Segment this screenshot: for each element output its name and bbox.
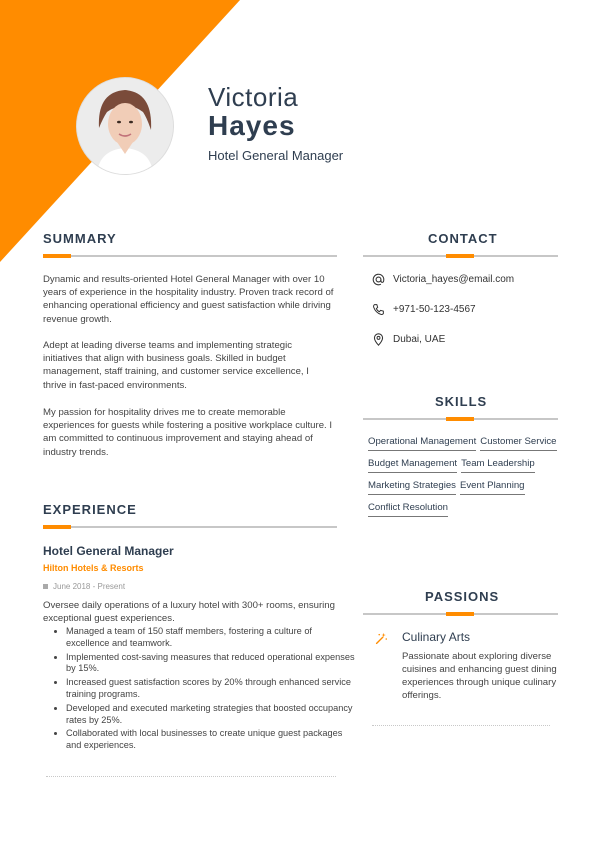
summary-paragraph-3: My passion for hospitality drives me to create memorable experiences for guests while fostering a positive workplace culture. I am committed to continuous improvement and staying ahead of industry trends. — [43, 407, 333, 458]
skill-tag: Conflict Resolution — [368, 502, 448, 517]
first-name: Victoria — [208, 82, 299, 112]
last-name: Hayes — [208, 110, 296, 141]
skill-tag: Customer Service — [480, 436, 556, 451]
contact-accent-bar — [446, 254, 474, 258]
phone-icon — [372, 303, 385, 316]
contact-phone-text: +971-50-123-4567 — [393, 304, 476, 315]
experience-company: Hilton Hotels & Resorts — [43, 563, 144, 573]
contact-location — [372, 333, 445, 346]
summary-heading: SUMMARY — [43, 231, 117, 246]
list-item: • Increased guest satisfaction scores by 20% through enhanced service training programs. — [66, 677, 356, 701]
summary-paragraph-2: Adept at leading diverse teams and implementing strategic initiatives that align with business goals. Skilled in budget management, staff training, and customer service excellence, I thrive in fast-paced environments. — [43, 340, 309, 391]
passions-accent-bar — [446, 612, 474, 616]
experience-end-divider — [46, 776, 336, 777]
contact-heading: CONTACT — [428, 231, 498, 246]
avatar — [77, 78, 173, 174]
magic-wand-icon — [374, 632, 388, 646]
summary-paragraph-1: Dynamic and results-oriented Hotel General Manager with over 10 years of experience in the hospitality industry. Proven track record of enhancing operational efficiency and guest satisfaction while driving revenue growth. — [43, 274, 334, 325]
passions-heading: PASSIONS — [425, 589, 500, 604]
skill-tag: Event Planning — [460, 480, 525, 495]
experience-dates — [43, 582, 125, 591]
list-item: • Managed a team of 150 staff members, fostering a culture of excellence and teamwork. — [66, 626, 356, 650]
experience-job-title: Hotel General Manager — [43, 544, 174, 558]
passion-description: Passionate about exploring diverse cuisines and enhancing guest dining experiences through unique culinary offerings. — [402, 651, 557, 701]
passions-end-divider — [372, 725, 550, 726]
experience-bullet-list — [52, 626, 356, 754]
at-icon — [372, 273, 385, 286]
skill-tag: Operational Management — [368, 436, 476, 451]
skills-heading: SKILLS — [435, 394, 488, 409]
contact-phone[interactable] — [372, 303, 476, 316]
job-title: Hotel General Manager — [208, 148, 344, 163]
contact-email[interactable] — [372, 273, 514, 286]
contact-email-text: Victoria_hayes@email.com — [393, 274, 515, 285]
experience-divider — [43, 526, 337, 528]
date-marker — [43, 584, 48, 589]
location-pin-icon — [372, 333, 385, 346]
summary-accent-bar — [43, 254, 71, 258]
skill-tag: Marketing Strategies — [368, 480, 456, 495]
experience-dates-text: June 2018 - Present — [53, 582, 126, 591]
skill-tag: Team Leadership — [461, 458, 535, 473]
experience-accent-bar — [43, 525, 71, 529]
list-item: • Developed and executed marketing strategies that boosted occupancy rates by 25%. — [66, 703, 356, 727]
contact-location-text: Dubai, UAE — [393, 334, 446, 345]
list-item: • Implemented cost-saving measures that reduced operational expenses by 15%. — [66, 652, 356, 676]
skills-list — [368, 436, 558, 517]
list-item: • Collaborated with local businesses to create unique guest packages and experiences. — [66, 728, 356, 752]
skills-accent-bar — [446, 417, 474, 421]
summary-divider — [43, 255, 337, 257]
experience-heading: EXPERIENCE — [43, 502, 137, 517]
experience-description: Oversee daily operations of a luxury hotel with 300+ rooms, ensuring exceptional guest experiences. — [43, 600, 335, 625]
skill-tag: Budget Management — [368, 458, 457, 473]
passion-title: Culinary Arts — [402, 630, 471, 644]
